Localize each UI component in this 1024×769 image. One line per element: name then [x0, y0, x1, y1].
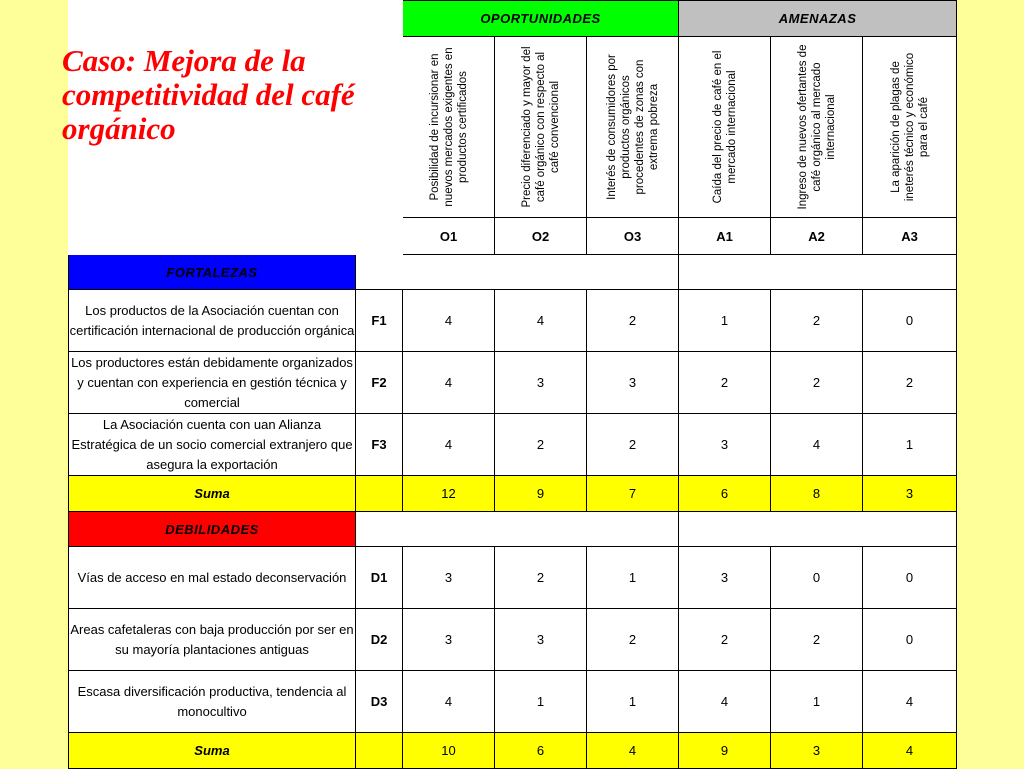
suma-code-blank: [356, 733, 403, 769]
table-row: [69, 671, 957, 733]
row-code-f1: F1: [356, 290, 403, 352]
column-description-a2: Ingreso de nuevos ofertantes de café orgánico al mercado internacional: [771, 37, 863, 218]
cell-value: 3: [403, 609, 495, 671]
suma-label: Suma: [69, 476, 356, 512]
cell-value: 2: [587, 609, 679, 671]
cell-value: 4: [679, 671, 771, 733]
cell-value: 4: [403, 290, 495, 352]
table-row: [69, 290, 957, 352]
row-code-d2: D2: [356, 609, 403, 671]
column-code-a2: A2: [771, 218, 863, 255]
cell-value: 3: [587, 352, 679, 414]
cell-value: 0: [863, 547, 957, 609]
row-description-d2: Areas cafetaleras con baja producción por ser en su mayoría plantaciones antiguas: [69, 609, 356, 671]
suma-value: 6: [679, 476, 771, 512]
suma-row-debilidades: [69, 733, 957, 769]
cell-value: 4: [863, 671, 957, 733]
row-description-d3: Escasa diversificación productiva, tendencia al monocultivo: [69, 671, 356, 733]
cell-value: 2: [771, 352, 863, 414]
cell-value: 1: [587, 547, 679, 609]
suma-value: 4: [587, 733, 679, 769]
cell-value: 2: [495, 547, 587, 609]
column-code-a3: A3: [863, 218, 957, 255]
cell-value: 1: [771, 671, 863, 733]
cell-value: 4: [771, 414, 863, 476]
column-description-o1: Posibilidad de incursionar en nuevos mercados exigentes en productos certificados: [403, 37, 495, 218]
table-row: [69, 352, 957, 414]
table-row: [69, 547, 957, 609]
column-description-o3: Interés de consumidores por productos orgánicos procedentes de zonas con extrema pobreza: [587, 37, 679, 218]
cell-value: 3: [495, 352, 587, 414]
suma-value: 12: [403, 476, 495, 512]
table-row: [69, 414, 957, 476]
cell-value: 0: [771, 547, 863, 609]
cell-value: 0: [863, 609, 957, 671]
page-title: Caso: Mejora de la competitividad del café orgánico: [62, 43, 355, 146]
cell-value: 3: [679, 547, 771, 609]
column-description-o2: Precio diferenciado y mayor del café orgánico con respecto al café convencional: [495, 37, 587, 218]
row-description-f1: Los productos de la Asociación cuentan con certificación internacional de producción orgánica: [69, 290, 356, 352]
cell-value: 4: [403, 352, 495, 414]
section-fortalezas-spacer: [356, 255, 679, 290]
row-description-d1: Vías de acceso en mal estado deconservación: [69, 547, 356, 609]
table-row: [69, 609, 957, 671]
row-code-f2: F2: [356, 352, 403, 414]
cell-value: 0: [863, 290, 957, 352]
cell-value: 4: [495, 290, 587, 352]
column-code-o2: O2: [495, 218, 587, 255]
cell-value: 1: [495, 671, 587, 733]
column-code-o1: O1: [403, 218, 495, 255]
suma-row-fortalezas: [69, 476, 957, 512]
header-amenazas: AMENAZAS: [679, 1, 957, 37]
cell-value: 1: [679, 290, 771, 352]
header-oportunidades: OPORTUNIDADES: [403, 1, 679, 37]
suma-value: 10: [403, 733, 495, 769]
row-code-d3: D3: [356, 671, 403, 733]
section-debilidades: DEBILIDADES: [69, 512, 356, 547]
section-debilidades-spacer-right: [679, 512, 957, 547]
cell-value: 2: [679, 352, 771, 414]
section-fortalezas: FORTALEZAS: [69, 255, 356, 290]
cell-value: 3: [495, 609, 587, 671]
suma-code-blank: [356, 476, 403, 512]
suma-value: 3: [863, 476, 957, 512]
suma-value: 7: [587, 476, 679, 512]
suma-label: Suma: [69, 733, 356, 769]
cell-value: 2: [495, 414, 587, 476]
suma-value: 3: [771, 733, 863, 769]
suma-value: 4: [863, 733, 957, 769]
cell-value: 4: [403, 414, 495, 476]
suma-value: 8: [771, 476, 863, 512]
row-description-f2: Los productores están debidamente organizados y cuentan con experiencia en gestión técnica y comercial: [69, 352, 356, 414]
suma-value: 9: [679, 733, 771, 769]
column-description-a1: Caída del precio de café en el mercado internacional: [679, 37, 771, 218]
column-code-a1: A1: [679, 218, 771, 255]
column-code-o3: O3: [587, 218, 679, 255]
suma-value: 6: [495, 733, 587, 769]
row-code-f3: F3: [356, 414, 403, 476]
cell-value: 2: [587, 414, 679, 476]
cell-value: 2: [771, 609, 863, 671]
cell-value: 2: [863, 352, 957, 414]
section-fortalezas-spacer-right: [679, 255, 957, 290]
column-description-a3: La aparición de plagas de ineterés técnico y económico para el café: [863, 37, 957, 218]
cell-value: 2: [771, 290, 863, 352]
cell-value: 4: [403, 671, 495, 733]
cell-value: 2: [587, 290, 679, 352]
cell-value: 3: [679, 414, 771, 476]
row-code-d1: D1: [356, 547, 403, 609]
cell-value: 2: [679, 609, 771, 671]
suma-value: 9: [495, 476, 587, 512]
cell-value: 3: [403, 547, 495, 609]
row-description-f3: La Asociación cuenta con uan Alianza Estratégica de un socio comercial extranjero que asegura la exportación: [69, 414, 356, 476]
cell-value: 1: [863, 414, 957, 476]
section-debilidades-spacer: [356, 512, 679, 547]
cell-value: 1: [587, 671, 679, 733]
